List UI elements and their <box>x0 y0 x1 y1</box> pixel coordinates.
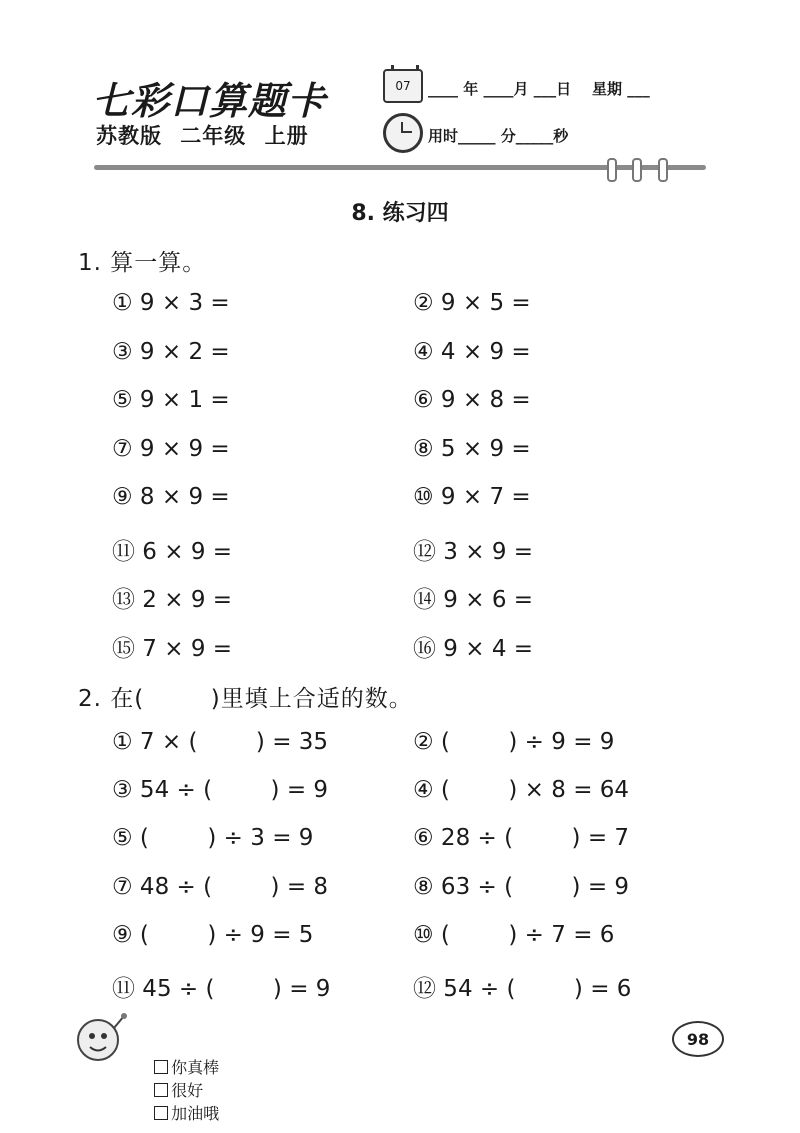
calc-item: ⑦ 9 × 9 = <box>112 436 230 462</box>
calc-item: ④ 4 × 9 = <box>413 339 531 365</box>
clock-icon <box>383 113 423 153</box>
section2-title: 2. 在( )里填上合适的数。 <box>78 686 413 712</box>
fill-item: ⑨ ( ) ÷ 9 = 5 <box>112 922 314 948</box>
calc-item: ⑪ 6 × 9 = <box>112 539 233 565</box>
page-number: 98 <box>672 1021 724 1057</box>
binder-ring <box>607 158 617 182</box>
calc-item: ⑫ 3 × 9 = <box>413 539 534 565</box>
rating-label: 很好 <box>171 1081 204 1100</box>
calc-item: ⑧ 5 × 9 = <box>413 436 531 462</box>
fill-item: ⑦ 48 ÷ ( ) = 8 <box>112 874 329 900</box>
binder-ring <box>632 158 642 182</box>
checkbox-icon[interactable] <box>154 1083 168 1097</box>
fill-item: ⑧ 63 ÷ ( ) = 9 <box>413 874 630 900</box>
calendar-icon <box>383 69 423 103</box>
rating-option-great[interactable] <box>154 1058 219 1077</box>
fill-item: ⑤ ( ) ÷ 3 = 9 <box>112 825 314 851</box>
calc-item: ⑥ 9 × 8 = <box>413 387 531 413</box>
rating-option-good[interactable] <box>154 1081 203 1100</box>
lesson-title: 8. 练习四 <box>351 201 449 226</box>
rating-options <box>144 1036 219 1124</box>
calc-item: ⑤ 9 × 1 = <box>112 387 230 413</box>
fill-item: ⑩ ( ) ÷ 7 = 6 <box>413 922 615 948</box>
fill-item: ⑫ 54 ÷ ( ) = 6 <box>413 976 632 1002</box>
rating-label: 加油哦 <box>171 1104 220 1123</box>
calc-item: ⑬ 2 × 9 = <box>112 587 233 613</box>
fill-item: ① 7 × ( ) = 35 <box>112 729 329 755</box>
fill-item: ④ ( ) × 8 = 64 <box>413 777 630 803</box>
binder-ring <box>658 158 668 182</box>
fill-item: ⑥ 28 ÷ ( ) = 7 <box>413 825 630 851</box>
section1-title: 1. 算一算。 <box>78 250 207 276</box>
fill-item: ⑪ 45 ÷ ( ) = 9 <box>112 976 331 1002</box>
checkbox-icon[interactable] <box>154 1060 168 1074</box>
calc-item: ⑭ 9 × 6 = <box>413 587 534 613</box>
calendar-day: 07 <box>395 79 411 93</box>
edition-label: 苏教版 二年级 上册 <box>96 124 309 148</box>
calc-item: ① 9 × 3 = <box>112 290 230 316</box>
fill-item: ③ 54 ÷ ( ) = 9 <box>112 777 329 803</box>
date-fill-line: ____ 年 ____月 ___日 星期 ___ <box>428 80 650 98</box>
rating-option-keep-going[interactable] <box>154 1104 219 1123</box>
calc-item: ⑮ 7 × 9 = <box>112 636 233 662</box>
calc-item: ⑨ 8 × 9 = <box>112 484 230 510</box>
brand-title: 七彩口算题卡 <box>92 78 327 123</box>
fill-item: ② ( ) ÷ 9 = 9 <box>413 729 615 755</box>
calc-item: ③ 9 × 2 = <box>112 339 230 365</box>
calc-item: ⑯ 9 × 4 = <box>413 636 534 662</box>
checkbox-icon[interactable] <box>154 1106 168 1120</box>
calc-item: ⑩ 9 × 7 = <box>413 484 531 510</box>
rating-label: 你真棒 <box>171 1058 220 1077</box>
clock-minute-hand <box>402 131 412 133</box>
calc-item: ② 9 × 5 = <box>413 290 531 316</box>
mascot-icon <box>70 1010 130 1070</box>
time-fill-line: 用时_____ 分_____秒 <box>428 127 569 145</box>
